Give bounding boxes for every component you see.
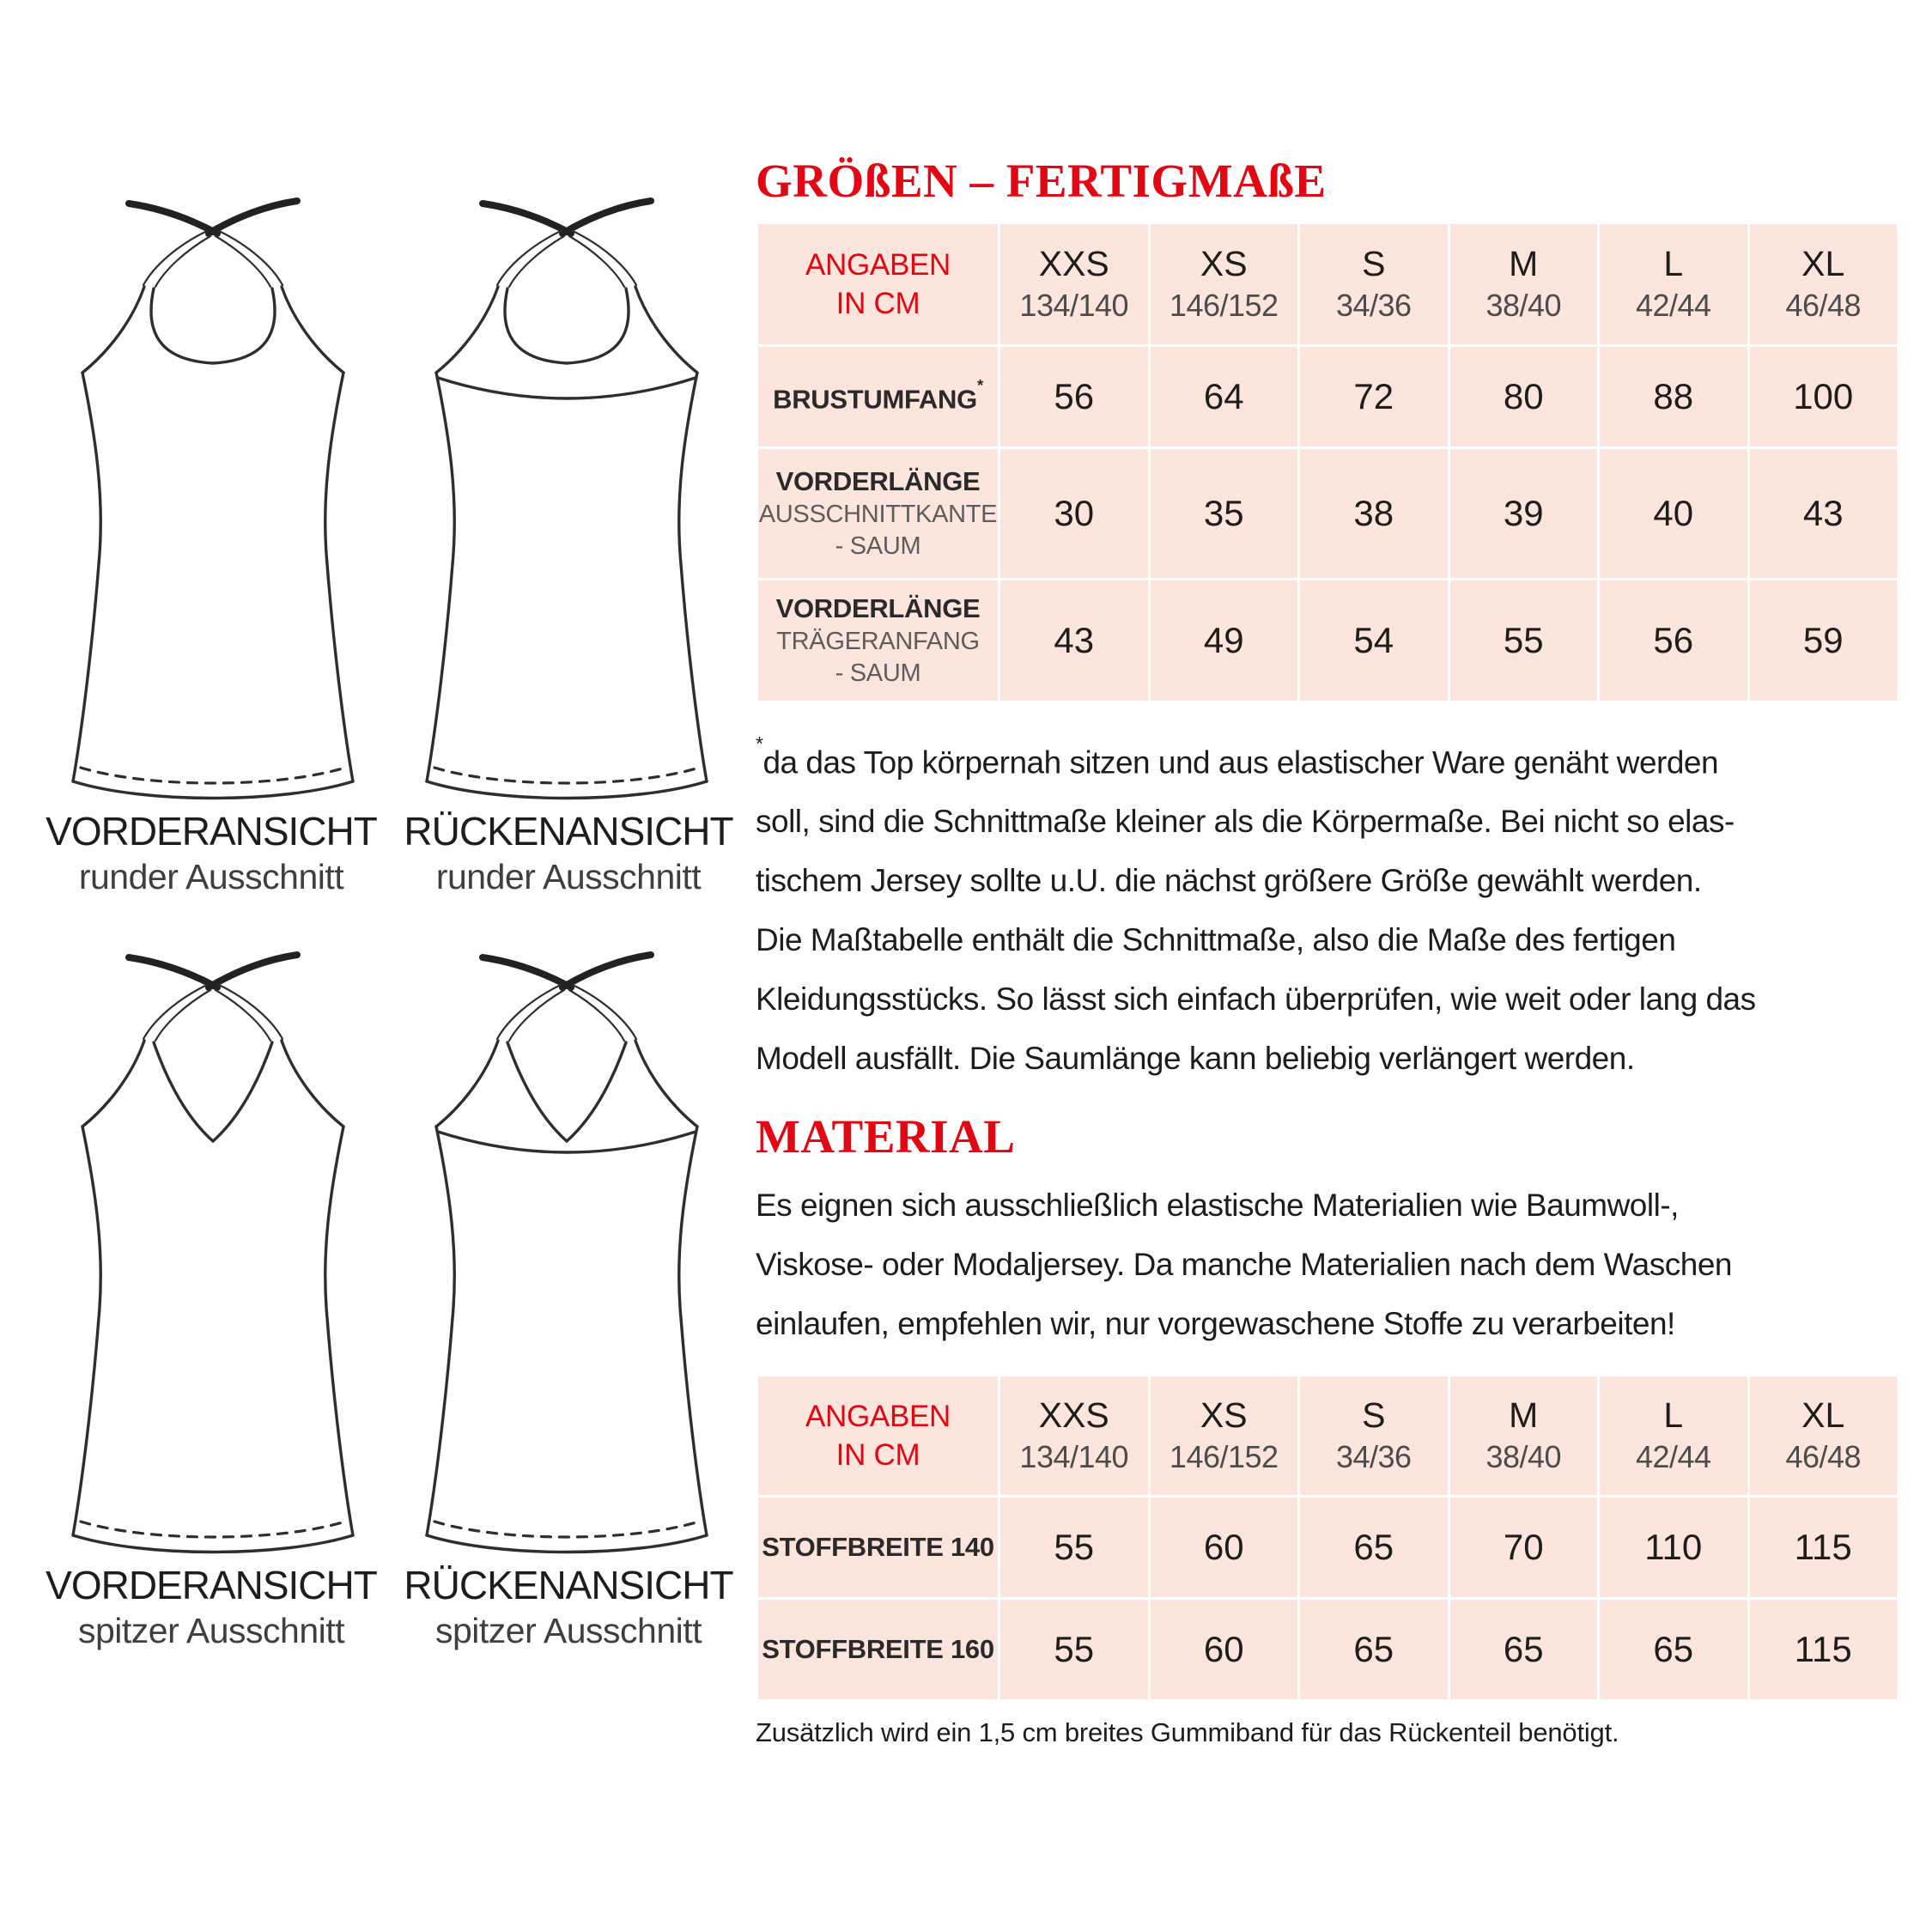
pointed-neckline-captions (33, 1561, 747, 1652)
view-subtitle: runder Ausschnitt (435, 857, 702, 896)
fabric-value: 65 (1299, 1497, 1449, 1599)
measurement-value: 100 (1748, 346, 1899, 448)
measurement-value: 30 (999, 448, 1150, 580)
corner-label: ANGABEN IN CM (757, 223, 999, 346)
fabric-value: 60 (1149, 1497, 1299, 1599)
measurement-value: 80 (1449, 346, 1599, 448)
measurement-value: 43 (1748, 448, 1899, 580)
fabric-value: 115 (1748, 1497, 1899, 1599)
view-title: VORDERANSICHT (46, 809, 377, 854)
caption-front-pointed (33, 1561, 390, 1652)
row-label: BRUSTUMFANG* (757, 346, 999, 448)
drawing-back-v-neck (395, 945, 738, 1556)
size-column-header: L 42/44 (1599, 223, 1749, 346)
fabric-value: 115 (1748, 1599, 1899, 1701)
measurement-row-front-length-neckline (757, 448, 1899, 580)
measurement-value: 59 (1748, 580, 1899, 702)
measurement-value: 56 (1599, 580, 1749, 702)
measurement-row-bust (757, 346, 1899, 448)
measurement-value: 49 (1149, 580, 1299, 702)
size-column-header: XL 46/48 (1748, 1376, 1899, 1497)
drawing-front-v-neck (41, 945, 385, 1556)
fabric-value: 55 (999, 1599, 1150, 1701)
fabric-row-140 (757, 1497, 1899, 1599)
measurement-value: 72 (1299, 346, 1449, 448)
sizes-heading: GRÖßEN – FERTIGMAßE (756, 155, 1327, 207)
fabric-value: 70 (1449, 1497, 1599, 1599)
measurement-value: 39 (1449, 448, 1599, 580)
fabric-value: 65 (1299, 1599, 1449, 1701)
material-paragraph: Es eignen sich ausschließlich elastische Materialien wie Baumwoll-, Viskose- oder Modaljersey. Da manche Materialien nach dem Waschen einlaufen, empfehlen wir, nur vorgewaschene Stoffe zu verarbeiten! (756, 1188, 1732, 1342)
drawing-front-round-neck (41, 191, 385, 802)
fabric-requirements-table (756, 1374, 1899, 1702)
corner-label: ANGABEN IN CM (757, 1376, 999, 1497)
view-title: RÜCKENANSICHT (404, 1563, 733, 1607)
size-column-header: XS 146/152 (1149, 223, 1299, 346)
measurement-value: 38 (1299, 448, 1449, 580)
asterisk-mark: * (756, 732, 763, 756)
round-neckline-drawings (33, 191, 747, 802)
content-column (756, 155, 1899, 1750)
size-column-header: S 34/36 (1299, 223, 1449, 346)
size-column-header: XXS 134/140 (999, 223, 1150, 346)
size-column-header: M 38/40 (1449, 223, 1599, 346)
fabric-value: 60 (1149, 1599, 1299, 1701)
fabric-value: 55 (999, 1497, 1150, 1599)
measurement-value: 64 (1149, 346, 1299, 448)
size-column-header: S 34/36 (1299, 1376, 1449, 1497)
sizing-footnote: *da das Top körpernah sitzen und aus elastischer Ware genäht werden soll, sind die Schnittmaße kleiner als die Körpermaße. Bei nicht so elas- tischem Jersey sollte u.U. die nächst größere Größe gewählt werden. Die Maßtabelle enthält die Schnittmaße, also die Maße des fertigen Kleidungsstücks. So lässt sich einfach überprüfen, wie weit oder lang das Modell ausfällt. Die Saumlänge kann beliebig verlängert werden. (756, 732, 1756, 1077)
fabric-value: 110 (1599, 1497, 1749, 1599)
fabric-value: 65 (1599, 1599, 1749, 1701)
asterisk-mark: * (976, 376, 983, 395)
view-title: RÜCKENANSICHT (404, 809, 733, 854)
row-label: STOFFBREITE 140 (757, 1497, 999, 1599)
pointed-neckline-drawings (33, 945, 747, 1556)
measurement-value: 55 (1449, 580, 1599, 702)
size-column-header: L 42/44 (1599, 1376, 1749, 1497)
view-subtitle: runder Ausschnitt (78, 857, 344, 896)
measurement-value: 54 (1299, 580, 1449, 702)
size-column-header: XXS 134/140 (999, 1376, 1150, 1497)
fabric-row-160 (757, 1599, 1899, 1701)
view-subtitle: spitzer Ausschnitt (77, 1611, 345, 1650)
elastic-band-note: Zusätzlich wird ein 1,5 cm breites Gummiband für das Rückenteil benötigt. (756, 1717, 1619, 1748)
view-title: VORDERANSICHT (46, 1563, 377, 1607)
table-header-row (757, 223, 1899, 346)
size-column-header: XL 46/48 (1748, 223, 1899, 346)
material-heading: MATERIAL (756, 1110, 1016, 1163)
table-header-row (757, 1376, 1899, 1497)
view-subtitle: spitzer Ausschnitt (434, 1611, 702, 1650)
measurement-value: 88 (1599, 346, 1749, 448)
row-label: VORDERLÄNGE TRÄGERANFANG - SAUM (757, 580, 999, 702)
fabric-value: 65 (1449, 1599, 1599, 1701)
measurement-value: 35 (1149, 448, 1299, 580)
caption-back-pointed (390, 1561, 747, 1652)
caption-back-round (390, 807, 747, 898)
measurement-row-front-length-strap (757, 580, 1899, 702)
size-column-header: XS 146/152 (1149, 1376, 1299, 1497)
round-neckline-captions (33, 807, 747, 898)
measurement-value: 56 (999, 346, 1150, 448)
illustration-column (33, 191, 747, 1652)
row-label: VORDERLÄNGE AUSSCHNITTKANTE - SAUM (757, 448, 999, 580)
finished-measurements-table (756, 222, 1899, 703)
measurement-value: 43 (999, 580, 1150, 702)
size-column-header: M 38/40 (1449, 1376, 1599, 1497)
measurement-value: 40 (1599, 448, 1749, 580)
drawing-back-round-neck (395, 191, 738, 802)
row-label: STOFFBREITE 160 (757, 1599, 999, 1701)
caption-front-round (33, 807, 390, 898)
